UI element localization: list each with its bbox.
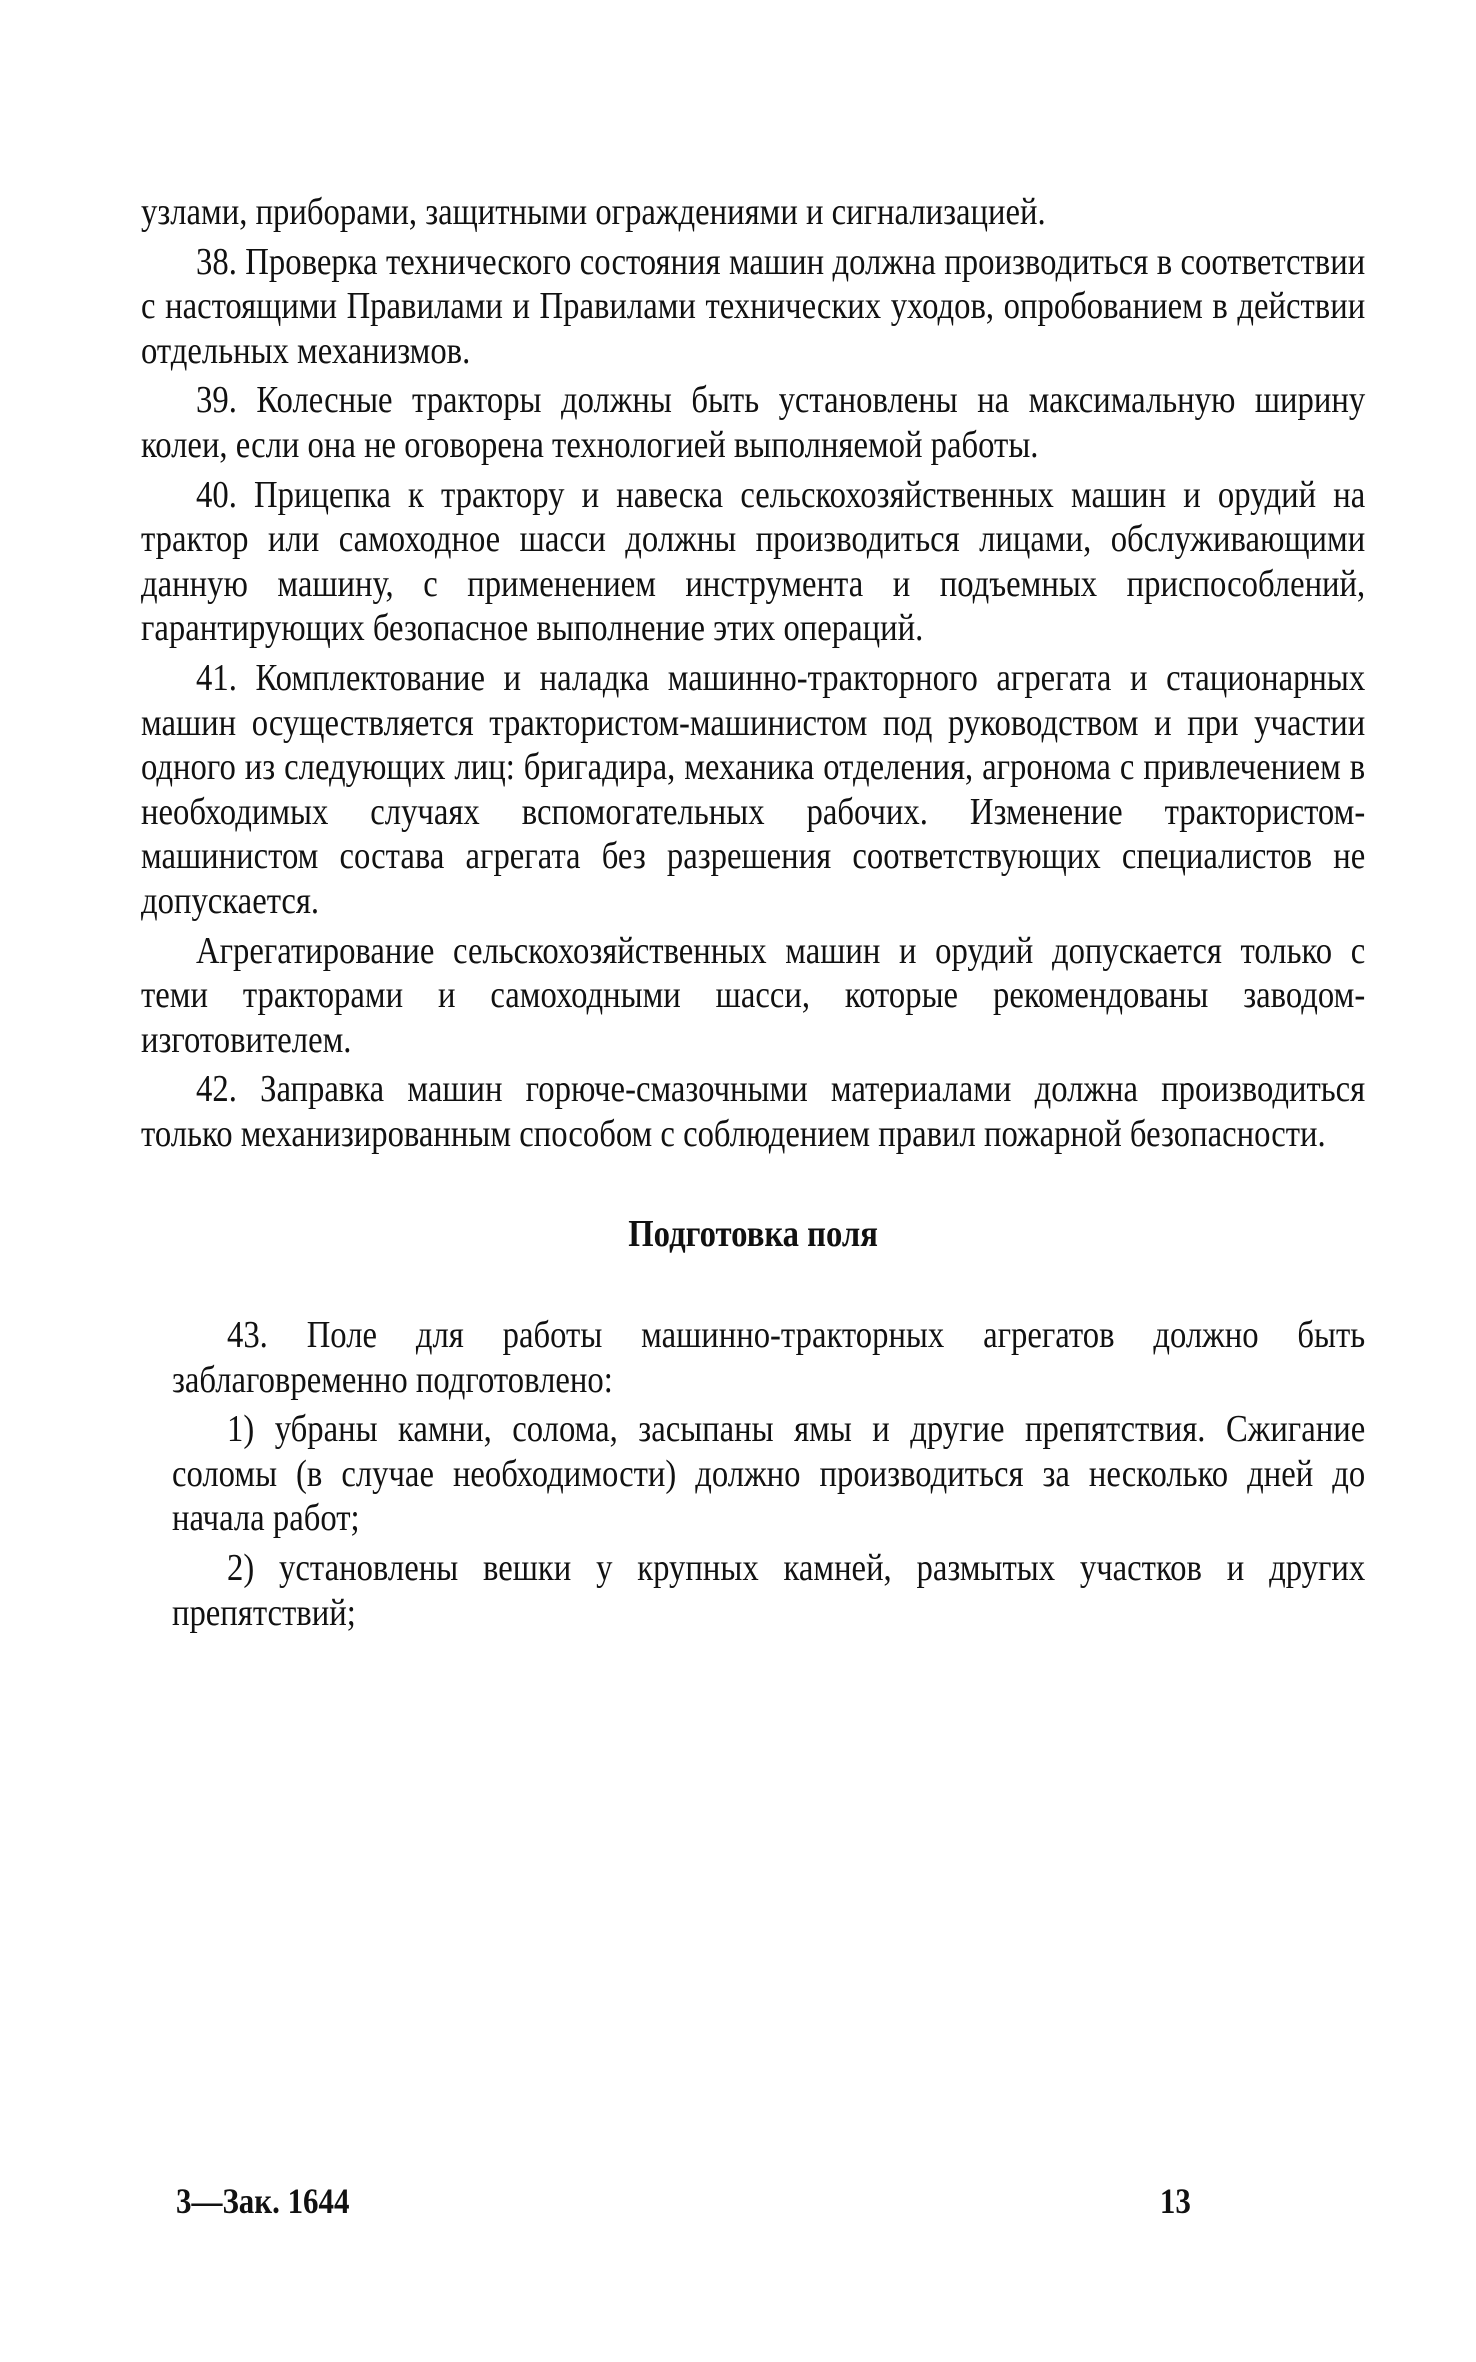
continuation-paragraph: узлами, приборами, защитными ограждениями и сигнализацией. <box>141 191 1046 233</box>
paragraph-41-aggregation: Агрегатирование сельскохозяйственных машин и орудий допускается только с теми тракторами и самоходными шасси, которые рекомендованы заводом-изготовителем. <box>141 929 1366 1061</box>
paragraph-42: 42. Заправка машин горюче-смазочными материалами должна производиться только механизированным способом с соблюдением правил пожарной безопасности. <box>141 1068 1366 1155</box>
section-heading: Подготовка поля <box>628 1213 878 1256</box>
text-column <box>141 190 1365 1635</box>
page-body <box>141 190 1365 1635</box>
paragraph-41: 41. Комплектование и наладка машинно-тракторного агрегата и стационарных машин осуществляется трактористом-машинистом под руководством и при участии одного из следующих лиц: бригадира, механика отделения, агронома с привлечением в необходимых случаях вспомогательных рабочих. Изменение трактористом-машинистом состава агрегата без разрешения соответствующих специалистов не допускается. <box>141 656 1366 922</box>
paragraph-38: 38. Проверка технического состояния машин должна производиться в соответствии с настоящими Правилами и Правилами технических уходов, опробованием в действии отдельных механизмов. <box>141 240 1366 372</box>
page-footer <box>176 2180 1191 2222</box>
print-signature: 3—Зак. 1644 <box>176 2181 350 2221</box>
section-body <box>172 1313 1365 1635</box>
page-number: 13 <box>1159 2181 1191 2221</box>
paragraph-40: 40. Прицепка к трактору и навеска сельскохозяйственных машин и орудий на трактор или самоходное шасси должны производиться лицами, обслуживающими данную машину, с применением инструмента и подъемных приспособлений, гарантирующих безопасное выполнение этих операций. <box>141 473 1366 650</box>
paragraph-43: 43. Поле для работы машинно-тракторных агрегатов должно быть заблаговременно подготовлено: <box>171 1314 1366 1401</box>
paragraph-39: 39. Колесные тракторы должны быть установлены на максимальную ширину колеи, если она не оговорена технологией выполняемой работы. <box>141 379 1366 466</box>
list-item-2: 2) установлены вешки у крупных камней, размытых участков и других препятствий; <box>171 1547 1366 1634</box>
list-item-1: 1) убраны камни, солома, засыпаны ямы и другие препятствия. Сжигание соломы (в случае необходимости) должно производиться за несколько дней до начала работ; <box>171 1408 1366 1540</box>
